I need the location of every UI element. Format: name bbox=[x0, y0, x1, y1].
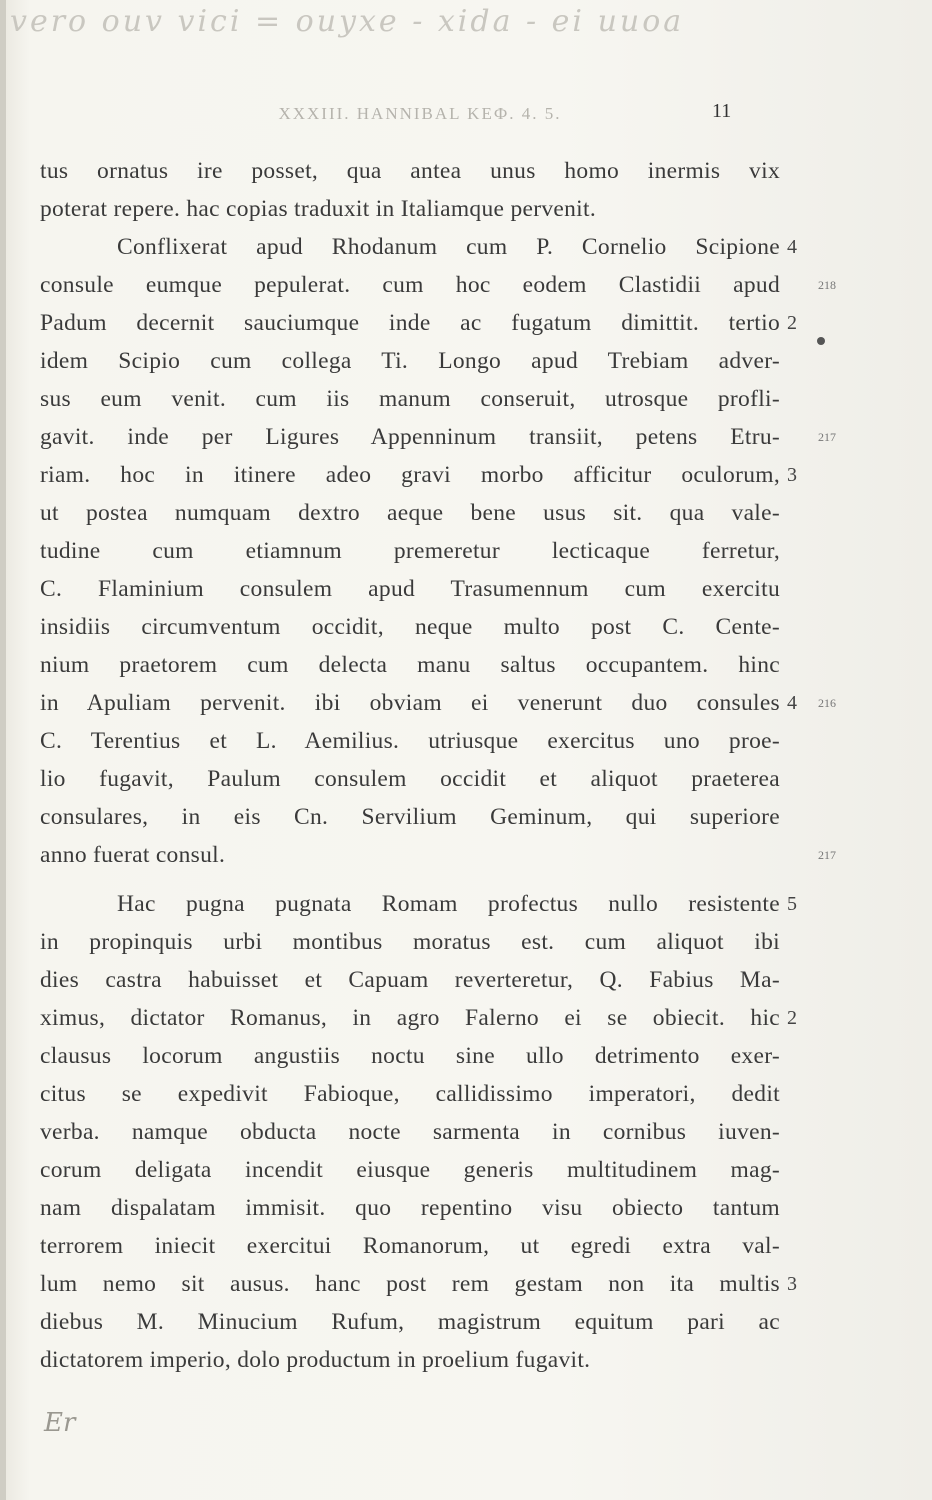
text-line: ximus, dictator Romanus, in agro Falerno ei se obiecit. hic bbox=[40, 1005, 780, 1031]
margin-section-number: 2 bbox=[787, 1007, 797, 1029]
margin-section-number: 4 bbox=[787, 692, 797, 714]
text-line: idem Scipio cum collega Ti. Longo apud Trebiam adver- bbox=[40, 348, 780, 374]
text-line: insidiis circumventum occidit, neque multo post C. Cente- bbox=[40, 614, 780, 640]
margin-section-number: 4 bbox=[787, 236, 797, 258]
text-line: tus ornatus ire posset, qua antea unus homo inermis vix bbox=[40, 158, 780, 184]
bottom-pencil-scribble: Er bbox=[44, 1408, 76, 1438]
text-line: C. Flaminium consulem apud Trasumennum cum exercitu bbox=[40, 576, 780, 602]
text-line: riam. hoc in itinere adeo gravi morbo afficitur oculorum, bbox=[40, 462, 780, 488]
text-line: nium praetorem cum delecta manu saltus occupantem. hinc bbox=[40, 652, 780, 678]
margin-year: 217 bbox=[818, 430, 836, 444]
margin-year: 216 bbox=[818, 696, 836, 710]
page-number: 11 bbox=[712, 100, 732, 122]
text-line: nam dispalatam immisit. quo repentino visu obiecto tantum bbox=[40, 1195, 780, 1221]
text-line: in propinquis urbi montibus moratus est. cum aliquot ibi bbox=[40, 929, 780, 955]
text-line: gavit. inde per Ligures Appenninum transiit, petens Etru- bbox=[40, 424, 780, 450]
text-line: poterat repere. hac copias traduxit in Italiamque pervenit. bbox=[40, 196, 597, 222]
text-line: anno fuerat consul. bbox=[40, 842, 226, 868]
margin-year: 218 bbox=[818, 278, 836, 292]
margin-section-number: 2 bbox=[787, 312, 797, 334]
text-line: C. Terentius et L. Aemilius. utriusque exercitus uno proe- bbox=[40, 728, 780, 754]
margin-section-number: 3 bbox=[787, 1273, 797, 1295]
text-line: citus se expedivit Fabioque, callidissimo imperatori, dedit bbox=[40, 1081, 780, 1107]
running-head: XXXIII. HANNIBAL KEФ. 4. 5. bbox=[278, 104, 562, 123]
text-line: lio fugavit, Paulum consulem occidit et aliquot praeterea bbox=[40, 766, 780, 792]
text-line: in Apuliam pervenit. ibi obviam ei venerunt duo consules bbox=[40, 690, 780, 716]
text-line: sus eum venit. cum iis manum conseruit, utrosque profli- bbox=[40, 386, 780, 412]
page-binding-edge bbox=[0, 0, 6, 1500]
margin-section-number: 3 bbox=[787, 464, 797, 486]
margin-year: 217 bbox=[818, 848, 836, 862]
text-line: clausus locorum angustiis noctu sine ullo detrimento exer- bbox=[40, 1043, 780, 1069]
text-line: verba. namque obducta nocte sarmenta in cornibus iuven- bbox=[40, 1119, 780, 1145]
ink-dot-mark bbox=[817, 337, 825, 345]
text-line: lum nemo sit ausus. hanc post rem gestam non ita multis bbox=[40, 1271, 780, 1297]
text-line: terrorem iniecit exercitui Romanorum, ut egredi extra val- bbox=[40, 1233, 780, 1259]
text-line: dies castra habuisset et Capuam reverteretur, Q. Fabius Ma- bbox=[40, 967, 780, 993]
margin-section-number: 5 bbox=[787, 893, 797, 915]
text-line: consule eumque pepulerat. cum hoc eodem Clastidii apud bbox=[40, 272, 780, 298]
top-handwritten-notes: vero ouv vici = ouyxe - xida - ei uuoa bbox=[10, 4, 685, 39]
text-line: ut postea numquam dextro aeque bene usus sit. qua vale- bbox=[40, 500, 780, 526]
text-line: Hac pugna pugnata Romam profectus nullo resistente bbox=[117, 891, 780, 917]
text-line: dictatorem imperio, dolo productum in proelium fugavit. bbox=[40, 1347, 591, 1373]
text-line: consulares, in eis Cn. Servilium Geminum, qui superiore bbox=[40, 804, 780, 830]
text-line: tudine cum etiamnum premeretur lecticaque ferretur, bbox=[40, 538, 780, 564]
text-line: Conflixerat apud Rhodanum cum P. Cornelio Scipione bbox=[117, 234, 780, 260]
text-line: corum deligata incendit eiusque generis multitudinem mag- bbox=[40, 1157, 780, 1183]
text-line: Padum decernit sauciumque inde ac fugatum dimittit. tertio bbox=[40, 310, 780, 336]
text-line: diebus M. Minucium Rufum, magistrum equitum pari ac bbox=[40, 1309, 780, 1335]
